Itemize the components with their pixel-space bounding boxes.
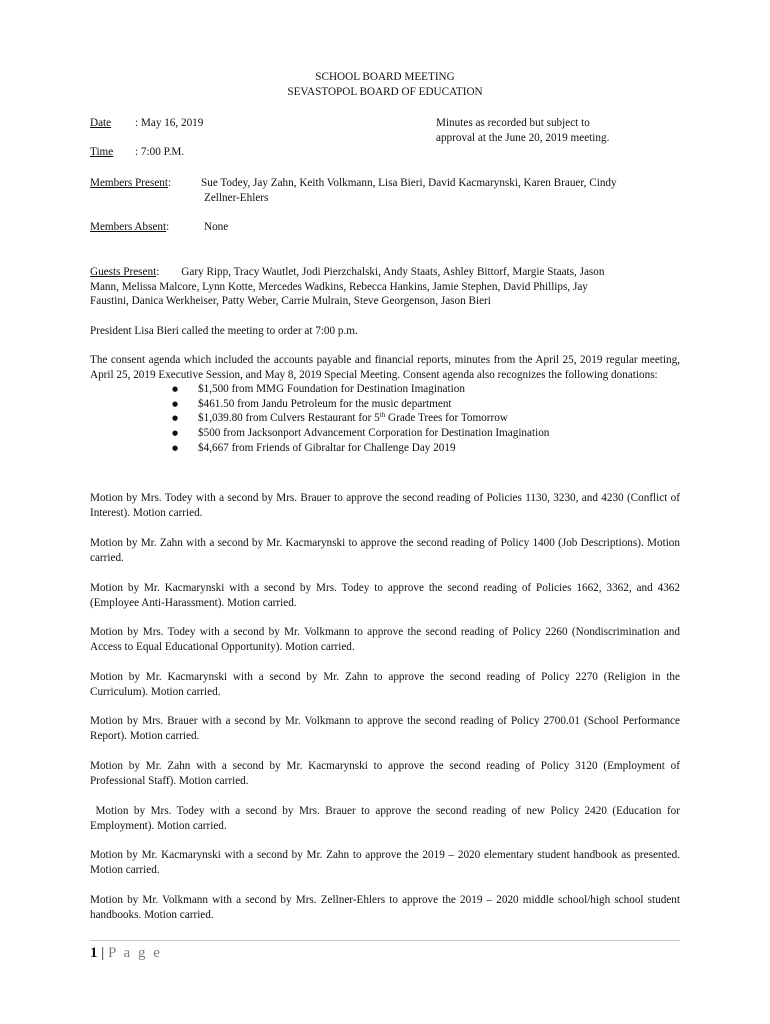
- header-title: SCHOOL BOARD MEETING: [315, 71, 455, 83]
- donation-text-end: Grade Trees for Tomorrow: [385, 412, 508, 425]
- motion-paragraph: Motion by Mrs. Todey with a second by Mr. Volkmann to approve the second reading of Policy 2260 (Nondiscrimination and Access to Equal Educational Opportunity). Motion carried.: [90, 626, 680, 653]
- date-label: Date: [90, 117, 112, 129]
- guests-line2: Mann, Melissa Malcore, Lynn Kotte, Mercedes Wadkins, Rebecca Hankins, Jamie Stephen, David Phillips, Jay: [90, 280, 588, 293]
- consent-agenda-text: The consent agenda which included the accounts payable and financial reports, minutes from the April 25, 2019 regular meeting, April 25, 2019 Executive Session, and May 8, 2019 Special Meeting. Consent agenda also recognizes the following donations:: [90, 354, 680, 381]
- members-present-line1: Sue Todey, Jay Zahn, Keith Volkmann, Lisa Bieri, David Kacmarynski, Karen Brauer, Cindy: [201, 177, 617, 189]
- motion-paragraph: Motion by Mrs. Brauer with a second by Mr. Volkmann to approve the second reading of Policy 2700.01 (School Performance Report). Motion carried.: [90, 715, 680, 742]
- members-present-label: Members Present: [90, 177, 168, 189]
- call-to-order: President Lisa Bieri called the meeting to order at 7:00 p.m.: [90, 325, 358, 337]
- page-number: 1: [90, 945, 98, 961]
- guests-colon: :: [156, 266, 160, 278]
- donation-item: ● $4,667 from Friends of Gibraltar for Challenge Day 2019: [170, 441, 680, 456]
- motion-paragraph: Motion by Mr. Zahn with a second by Mr. Kacmarynski to approve the second reading of Policy 3120 (Employment of Professional Staff). Motion carried.: [90, 760, 680, 787]
- page-footer: [90, 944, 162, 962]
- donation-item: ● $1,500 from MMG Foundation for Destination Imagination: [170, 382, 680, 397]
- header-subtitle: SEVASTOPOL BOARD OF EDUCATION: [287, 85, 483, 98]
- document-header: [0, 70, 770, 99]
- members-present-list: [201, 176, 617, 205]
- guests-label: Guests Present: [90, 266, 157, 278]
- motion-paragraph: Motion by Mr. Kacmarynski with a second by Mr. Zahn to approve the 2019 – 2020 elementary student handbook as presented. Motion carried.: [90, 849, 680, 876]
- donations-list: [170, 382, 680, 455]
- members-absent-colon: :: [166, 221, 170, 233]
- motion-paragraph: Motion by Mr. Kacmarynski with a second by Mrs. Todey to approve the second reading of Policies 1662, 3362, and 4362 (Employee Anti-Harassment). Motion carried.: [90, 582, 680, 609]
- motion-paragraph: Motion by Mrs. Todey with a second by Mrs. Brauer to approve the second reading of Policies 1130, 3230, and 4230 (Conflict of Interest). Motion carried.: [90, 492, 680, 519]
- ordinal-suffix: th: [379, 411, 386, 420]
- motion-paragraph: Motion by Mrs. Todey with a second by Mrs. Brauer to approve the second reading of new Policy 2420 (Education for Employment). Motion carried.: [90, 805, 683, 832]
- page-separator: |: [97, 945, 109, 961]
- members-present-line2: Zellner-Ehlers: [204, 191, 269, 204]
- footer-divider: [90, 940, 680, 941]
- motion-paragraph: Motion by Mr. Volkmann with a second by Mrs. Zellner-Ehlers to approve the 2019 – 2020 middle school/high school student handbooks. Motion carried.: [90, 894, 680, 921]
- guests-present: [90, 265, 680, 309]
- approval-note-line2: approval at the June 20, 2019 meeting.: [436, 131, 610, 144]
- consent-agenda: [90, 353, 680, 455]
- donation-item: [170, 411, 680, 426]
- page-label: P a g e: [108, 945, 162, 961]
- members-absent-label: Members Absent: [90, 221, 167, 233]
- motion-paragraph: Motion by Mr. Kacmarynski with a second by Mr. Zahn to approve the second reading of Policy 2270 (Religion in the Curriculum). Motion carried.: [90, 671, 680, 698]
- approval-note: [436, 116, 609, 145]
- donation-text: $1,039.80 from Culvers Restaurant for 5: [198, 412, 380, 425]
- donation-item: ● $461.50 from Jandu Petroleum for the music department: [170, 397, 680, 412]
- date-value: : May 16, 2019: [135, 117, 204, 129]
- time-label: Time: [90, 146, 114, 158]
- members-absent-value: None: [204, 221, 229, 233]
- motion-paragraph: Motion by Mr. Zahn with a second by Mr. Kacmarynski to approve the second reading of Policy 1400 (Job Descriptions). Motion carried.: [90, 537, 680, 564]
- approval-note-line1: Minutes as recorded but subject to: [436, 117, 590, 129]
- time-value: : 7:00 P.M.: [135, 146, 185, 158]
- donation-item: ● $500 from Jacksonport Advancement Corporation for Destination Imagination: [170, 426, 680, 441]
- members-absent-heading: [90, 220, 169, 235]
- guests-line1: Gary Ripp, Tracy Wautlet, Jodi Pierzchalski, Andy Staats, Ashley Bittorf, Margie Staats, Jason: [181, 266, 605, 278]
- guests-line3: Faustini, Danica Werkheiser, Patty Weber, Carrie Mulrain, Steve Georgenson, Jason Bieri: [90, 295, 491, 308]
- members-present-colon: :: [168, 177, 172, 189]
- members-present-heading: [90, 176, 171, 191]
